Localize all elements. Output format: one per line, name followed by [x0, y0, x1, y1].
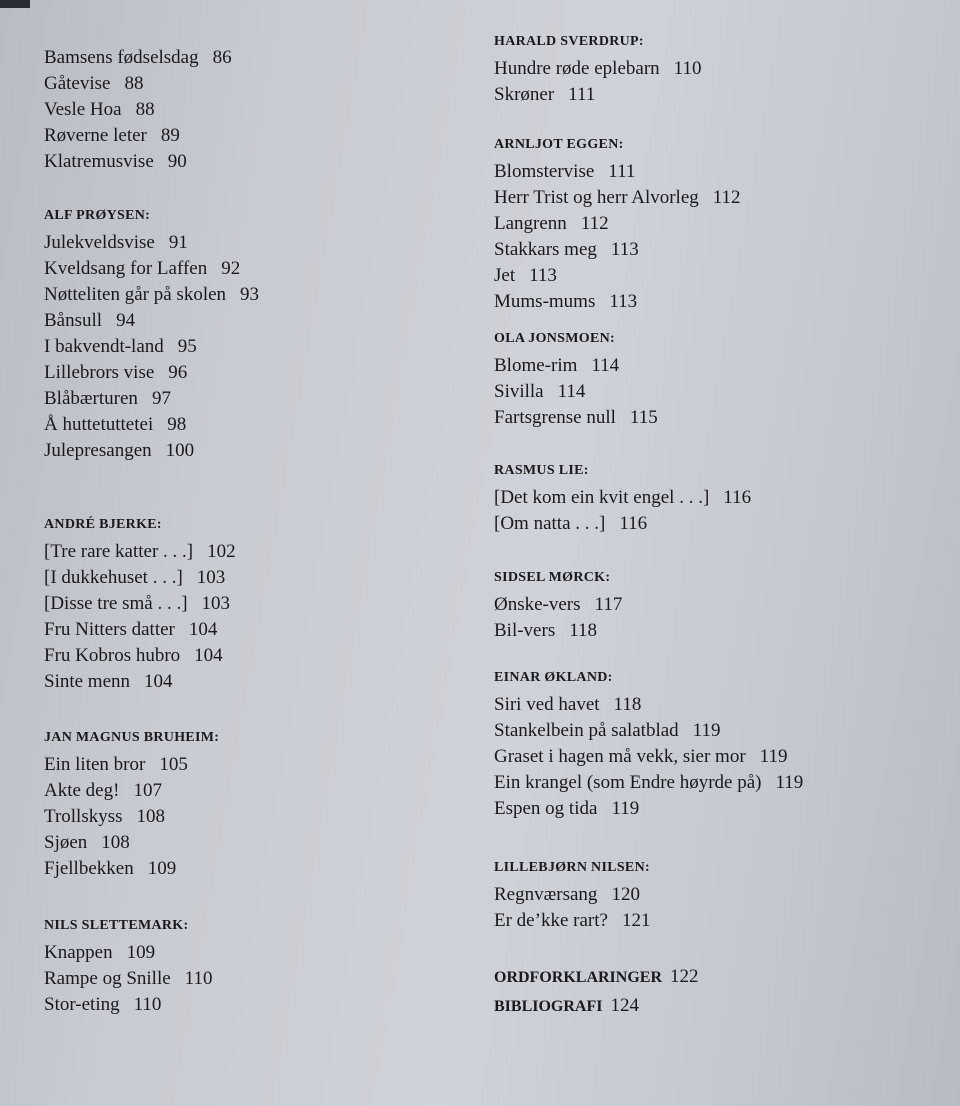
toc-section-nils-slettemark — [44, 918, 212, 1018]
toc-entry: Gåtevise 88 — [44, 73, 144, 94]
toc-section-untitled — [44, 45, 232, 175]
toc-entry: Jet 113 — [494, 265, 557, 286]
author-heading: LILLEBJØRN NILSEN: — [494, 860, 650, 875]
toc-entry: I bakvendt-land 95 — [44, 336, 197, 357]
toc-entry: Sivilla 114 — [494, 381, 586, 402]
toc-entry: Bamsens fødselsdag 86 — [44, 47, 232, 68]
toc-entry: Stor-eting 110 — [44, 994, 162, 1015]
toc-entry: [Tre rare katter . . .] 102 — [44, 541, 236, 562]
toc-entry: [Om natta . . .] 116 — [494, 513, 648, 534]
toc-entry: Røverne leter 89 — [44, 125, 180, 146]
author-heading: JAN MAGNUS BRUHEIM: — [44, 730, 220, 745]
toc-entry: Skrøner 111 — [494, 84, 596, 105]
toc-entry: Hundre røde eplebarn 110 — [494, 58, 702, 79]
toc-section-harald-sverdrup — [494, 34, 701, 108]
toc-entry: Fartsgrense null 115 — [494, 407, 658, 428]
toc-entry: Bil-vers 118 — [494, 620, 598, 641]
toc-entry: Å huttetuttetei 98 — [44, 414, 187, 435]
toc-entry: Ønske-vers 117 — [494, 594, 623, 615]
author-heading: ALF PRØYSEN: — [44, 208, 151, 223]
toc-entry: Graset i hagen må vekk, sier mor 119 — [494, 746, 788, 767]
toc-entry-bibliografi: BIBLIOGRAFI 124 — [494, 995, 639, 1016]
toc-entry: Knappen 109 — [44, 942, 156, 963]
toc-section-alf-proysen — [44, 208, 259, 464]
toc-entry: Siri ved havet 118 — [494, 694, 642, 715]
toc-entry: Ein krangel (som Endre høyrde på) 119 — [494, 772, 804, 793]
toc-entry: Herr Trist og herr Alvorleg 112 — [494, 187, 741, 208]
toc-back-matter — [494, 963, 699, 1021]
toc-entry: [Det kom ein kvit engel . . .] 116 — [494, 487, 752, 508]
toc-section-arnljot-eggen — [494, 137, 741, 315]
author-heading: RASMUS LIE: — [494, 463, 589, 478]
author-heading: SIDSEL MØRCK: — [494, 570, 611, 585]
toc-entry: Klatremusvise 90 — [44, 151, 187, 172]
toc-entry: Lillebrors vise 96 — [44, 362, 188, 383]
toc-entry: Vesle Hoa 88 — [44, 99, 155, 120]
toc-entry: Blomstervise 111 — [494, 161, 636, 182]
toc-section-lillebjorn-nilsen — [494, 860, 650, 934]
author-heading: HARALD SVERDRUP: — [494, 34, 644, 49]
toc-entry: Nøtteliten går på skolen 93 — [44, 284, 260, 305]
toc-section-ola-jonsmoen — [494, 331, 658, 431]
toc-entry: Fru Kobros hubro 104 — [44, 645, 223, 666]
toc-section-sidsel-morck — [494, 570, 622, 644]
toc-entry: Stakkars meg 113 — [494, 239, 639, 260]
toc-entry: Akte deg! 107 — [44, 780, 162, 801]
toc-section-einar-okland — [494, 670, 803, 822]
toc-entry: Blåbærturen 97 — [44, 388, 171, 409]
toc-entry: Er de’kke rart? 121 — [494, 910, 651, 931]
toc-entry: [Disse tre små . . .] 103 — [44, 593, 231, 614]
toc-section-andre-bjerke — [44, 517, 236, 695]
toc-entry: Rampe og Snille 110 — [44, 968, 213, 989]
page-corner-shadow — [0, 0, 30, 8]
toc-entry: Julekveldsvise 91 — [44, 232, 188, 253]
author-heading: NILS SLETTEMARK: — [44, 918, 189, 933]
toc-entry: Fru Nitters datter 104 — [44, 619, 218, 640]
author-heading: EINAR ØKLAND: — [494, 670, 613, 685]
toc-entry: Sinte menn 104 — [44, 671, 173, 692]
toc-entry: Blome-rim 114 — [494, 355, 620, 376]
toc-entry-ordforklaringer: ORDFORKLARINGER 122 — [494, 966, 699, 987]
toc-entry: Kveldsang for Laffen 92 — [44, 258, 241, 279]
toc-entry: Mums-mums 113 — [494, 291, 638, 312]
toc-entry: Julepresangen 100 — [44, 440, 195, 461]
author-heading: OLA JONSMOEN: — [494, 331, 615, 346]
toc-entry: Stankelbein på salatblad 119 — [494, 720, 721, 741]
toc-section-rasmus-lie — [494, 463, 751, 537]
author-heading: ARNLJOT EGGEN: — [494, 137, 624, 152]
toc-entry: Espen og tida 119 — [494, 798, 640, 819]
toc-entry: Trollskyss 108 — [44, 806, 166, 827]
toc-entry: Langrenn 112 — [494, 213, 609, 234]
author-heading: ANDRÉ BJERKE: — [44, 517, 162, 532]
toc-entry: Fjellbekken 109 — [44, 858, 177, 879]
toc-entry: Bånsull 94 — [44, 310, 136, 331]
toc-entry: Sjøen 108 — [44, 832, 130, 853]
toc-entry: [I dukkehuset . . .] 103 — [44, 567, 226, 588]
toc-section-jan-magnus-bruheim — [44, 730, 219, 882]
toc-entry: Regnværsang 120 — [494, 884, 640, 905]
toc-entry: Ein liten bror 105 — [44, 754, 188, 775]
